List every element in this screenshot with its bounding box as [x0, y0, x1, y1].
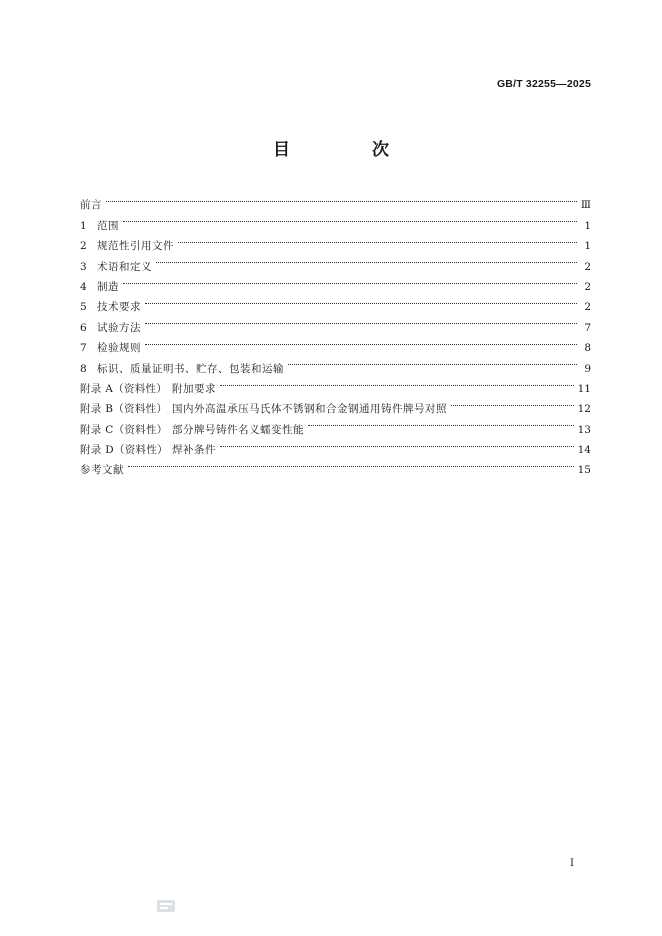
toc-page: 7	[584, 321, 591, 334]
toc-page: 11	[577, 382, 591, 395]
toc-row-1[interactable]	[80, 208, 591, 232]
toc-leader	[145, 331, 577, 351]
toc-label: 附加要求	[172, 382, 216, 395]
toc-leader	[123, 208, 577, 228]
toc-number: 5	[80, 301, 87, 314]
toc-page: 1	[584, 240, 591, 253]
toc-label: 国内外高温承压马氏体不锈钢和合金钢通用铸件牌号对照	[172, 403, 447, 416]
toc-appendix-prefix: 附录 A（资料性）	[80, 382, 168, 395]
toc-number: 6	[80, 321, 87, 334]
toc-number: 2	[80, 240, 87, 253]
toc-label: 前言	[80, 199, 102, 212]
toc-leader	[220, 433, 574, 453]
toc-leader	[178, 229, 577, 249]
toc-label: 范围	[97, 219, 119, 232]
toc-label: 焊补条件	[172, 444, 216, 457]
toc-number: 4	[80, 280, 87, 293]
toc-number: 3	[80, 260, 87, 273]
toc-row-7[interactable]	[80, 331, 591, 355]
toc-leader	[220, 372, 574, 392]
toc-page: Ⅲ	[580, 199, 591, 212]
toc-leader	[145, 290, 577, 310]
table-of-contents	[80, 188, 591, 477]
toc-page: 2	[584, 301, 591, 314]
page-title: 目 次	[273, 140, 427, 160]
toc-label: 制造	[97, 280, 119, 293]
toc-page: 12	[577, 403, 591, 416]
toc-label: 术语和定义	[97, 260, 152, 273]
toc-page: 1	[584, 219, 591, 232]
toc-label: 技术要求	[97, 301, 141, 314]
toc-page: 9	[584, 362, 591, 375]
toc-page: 14	[577, 444, 591, 457]
toc-appendix-prefix: 附录 D（资料性）	[80, 444, 168, 457]
toc-leader	[156, 249, 577, 269]
toc-row-8[interactable]	[80, 351, 591, 375]
toc-number: 7	[80, 342, 87, 355]
toc-number: 8	[80, 362, 87, 375]
toc-row-2[interactable]	[80, 229, 591, 253]
toc-row-5[interactable]	[80, 290, 591, 314]
toc-number: 1	[80, 219, 87, 232]
toc-leader	[123, 270, 577, 290]
toc-label: 部分牌号铸件名义蠕变性能	[172, 423, 304, 436]
toc-row-references[interactable]	[80, 453, 591, 477]
toc-leader	[451, 392, 574, 412]
toc-appendix-prefix: 附录 B（资料性）	[80, 403, 168, 416]
toc-row-foreword[interactable]	[80, 188, 591, 212]
toc-label: 参考文献	[80, 464, 124, 477]
toc-page: 13	[577, 423, 591, 436]
toc-leader	[145, 310, 577, 330]
standard-number: GB/T 32255—2025	[496, 78, 591, 90]
page-number: I	[570, 858, 574, 869]
toc-leader	[128, 453, 574, 473]
toc-appendix-prefix: 附录 C（资料性）	[80, 423, 168, 436]
toc-label: 标识、质量证明书、贮存、包装和运输	[97, 362, 284, 375]
toc-label: 试验方法	[97, 321, 141, 334]
toc-leader	[288, 351, 577, 371]
toc-label: 检验规则	[97, 342, 141, 355]
toc-page: 2	[584, 280, 591, 293]
toc-page: 15	[577, 464, 591, 477]
toc-row-4[interactable]	[80, 270, 591, 293]
toc-row-6[interactable]	[80, 310, 591, 334]
toc-page: 8	[584, 342, 591, 355]
toc-label: 规范性引用文件	[97, 240, 174, 253]
watermark-icon	[156, 898, 176, 914]
toc-leader	[106, 188, 577, 208]
toc-leader	[308, 412, 574, 432]
toc-page: 2	[584, 260, 591, 273]
toc-row-3[interactable]	[80, 249, 591, 273]
